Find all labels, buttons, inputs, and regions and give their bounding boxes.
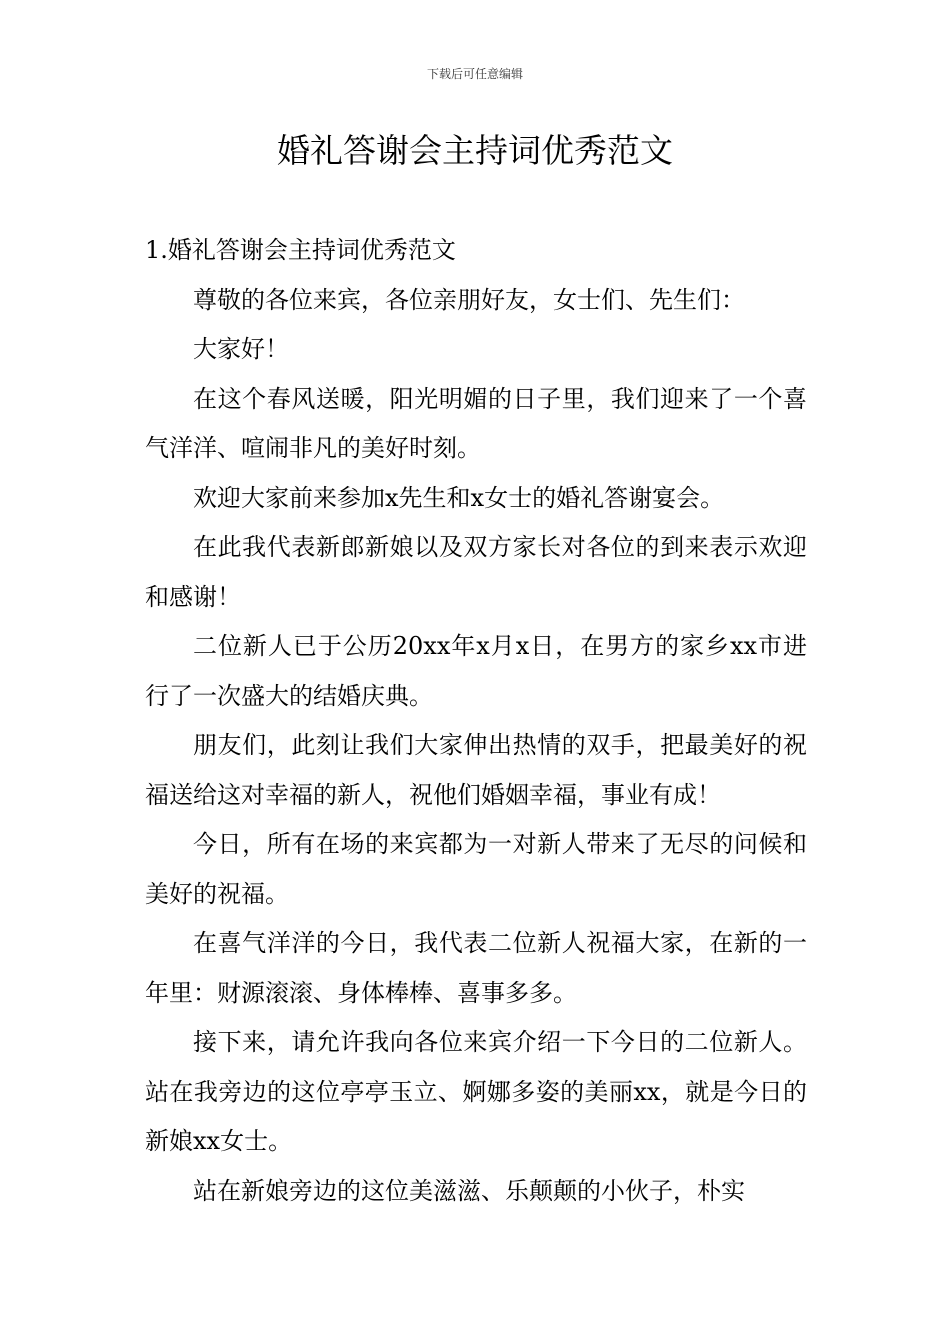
paragraph-thanks: 在此我代表新郎新娘以及双方家长对各位的到来表示欢迎和感谢！ [145, 533, 807, 611]
header-note: 下载后可任意编辑 [426, 67, 523, 81]
paragraph-bride: 接下来，请允许我向各位来宾介绍一下今日的二位新人。站在我旁边的这位亭亭玉立、婀娜多姿的美丽xx，就是今日的新娘xx女士。 [145, 1028, 807, 1155]
paragraph-blessing: 朋友们，此刻让我们大家伸出热情的双手，把最美好的祝福送给这对幸福的新人，祝他们婚姻幸福，事业有成！ [145, 731, 807, 809]
paragraph-spring: 在这个春风送暖，阳光明媚的日子里，我们迎来了一个喜气洋洋、喧闹非凡的美好时刻。 [145, 384, 807, 462]
paragraph-ceremony: 二位新人已于公历20xx年x月x日，在男方的家乡xx市进行了一次盛大的结婚庆典。 [145, 632, 807, 710]
paragraph-welcome: 欢迎大家前来参加x先生和x女士的婚礼答谢宴会。 [193, 483, 725, 512]
document-body [145, 226, 807, 1216]
paragraph-groom: 站在新娘旁边的这位美滋滋、乐颠颠的小伙子，朴实 [193, 1176, 745, 1205]
paragraph-new-year: 在喜气洋洋的今日，我代表二位新人祝福大家，在新的一年里：财源滚滚、身体棒棒、喜事多多。 [145, 929, 807, 1007]
page-title: 婚礼答谢会主持词优秀范文 [277, 131, 673, 170]
paragraph-hello: 大家好！ [193, 335, 289, 363]
paragraph-guests: 今日，所有在场的来宾都为一对新人带来了无尽的问候和美好的祝福。 [145, 830, 807, 908]
section-heading: 1.婚礼答谢会主持词优秀范文 [145, 236, 456, 264]
paragraph-greeting: 尊敬的各位来宾，各位亲朋好友，女士们、先生们： [193, 285, 745, 314]
